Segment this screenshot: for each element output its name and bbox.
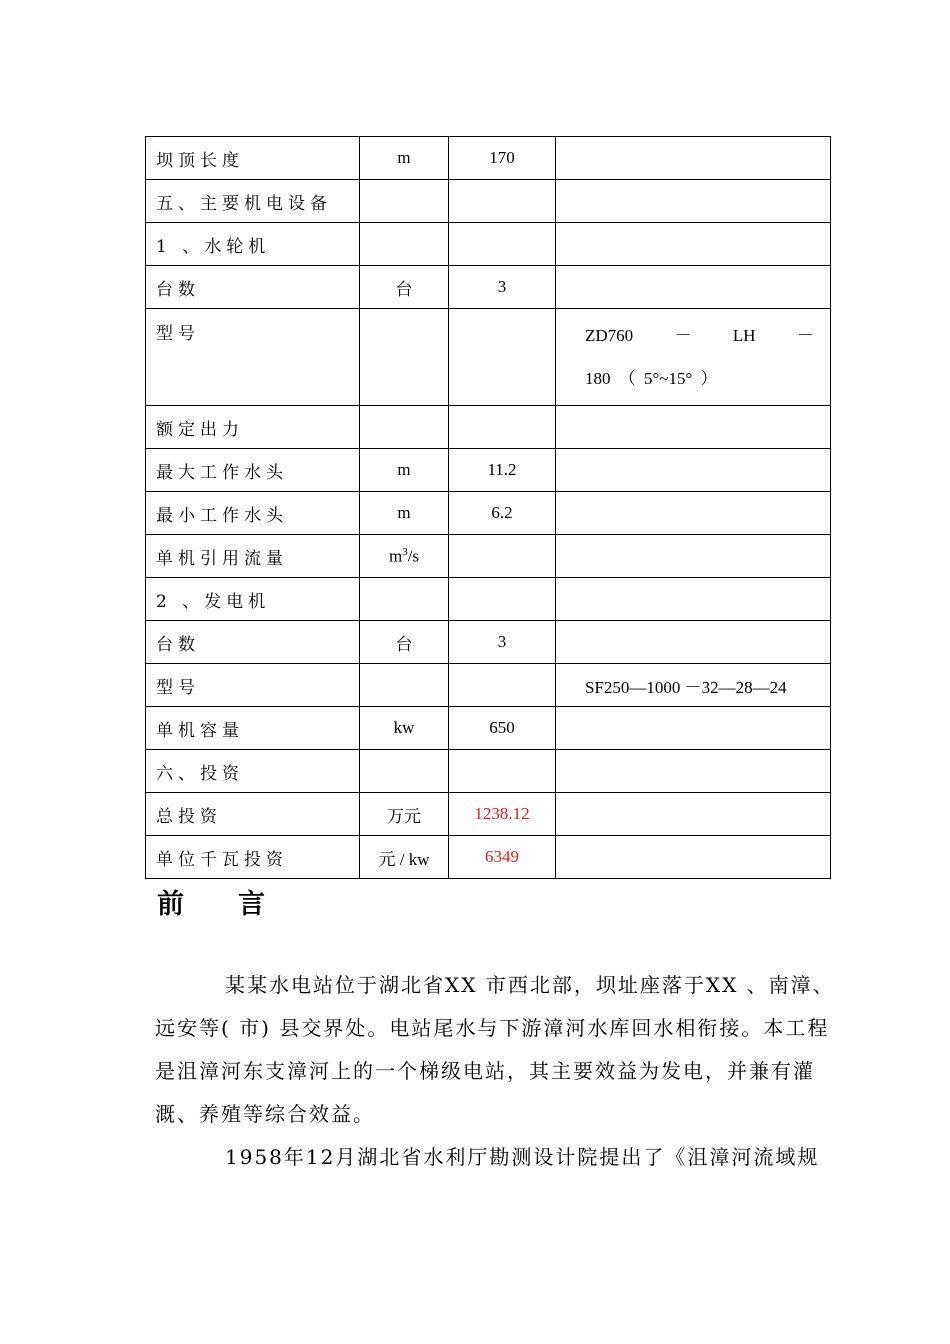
row-label: 型号	[146, 309, 360, 406]
row-unit	[360, 406, 449, 449]
row-value	[449, 180, 556, 223]
total-investment-value: 1238.12	[449, 793, 556, 836]
row-note	[556, 535, 831, 578]
table-row	[146, 535, 831, 578]
row-value: 6.2	[449, 492, 556, 535]
row-label: 六、投资	[146, 750, 360, 793]
row-value: 3	[449, 621, 556, 664]
row-value: 3	[449, 266, 556, 309]
row-unit	[360, 223, 449, 266]
row-value	[449, 750, 556, 793]
row-label: 五、主要机电设备	[146, 180, 360, 223]
table-row	[146, 750, 831, 793]
row-unit: kw	[360, 707, 449, 750]
row-unit: m	[360, 492, 449, 535]
unit-tail: /s	[407, 546, 420, 566]
row-value	[449, 664, 556, 707]
row-note	[556, 223, 831, 266]
model-part: ZD760	[585, 326, 634, 345]
turbine-model-line-1	[585, 314, 814, 357]
unit-base: m	[388, 546, 403, 566]
preface-paragraph: 1958年12月湖北省水利厅勘测设计院提出了《沮漳河流域规	[225, 1145, 820, 1169]
row-note	[556, 836, 831, 879]
row-label: 单机引用流量	[146, 535, 360, 578]
row-unit: 元 / kw	[360, 836, 449, 879]
row-value	[449, 223, 556, 266]
row-value: 170	[449, 137, 556, 180]
table-row	[146, 492, 831, 535]
row-unit: 台	[360, 621, 449, 664]
row-note	[556, 793, 831, 836]
generator-model: SF250—1000 －32—28—24	[556, 664, 831, 707]
row-label: 台数	[146, 621, 360, 664]
row-unit	[360, 309, 449, 406]
table-row	[146, 707, 831, 750]
model-part: －	[796, 326, 814, 345]
row-label: 额定出力	[146, 406, 360, 449]
row-label: 2 、发电机	[146, 578, 360, 621]
row-label: 单位千瓦投资	[146, 836, 360, 879]
row-note	[556, 180, 831, 223]
row-note	[556, 621, 831, 664]
row-note	[556, 449, 831, 492]
row-value	[449, 406, 556, 449]
row-label: 单机容量	[146, 707, 360, 750]
table-row	[146, 621, 831, 664]
table-row	[146, 309, 831, 406]
row-note	[556, 137, 831, 180]
table-row	[146, 664, 831, 707]
unit-kw-investment-value: 6349	[449, 836, 556, 879]
row-unit	[360, 750, 449, 793]
table-row	[146, 137, 831, 180]
table-row	[146, 578, 831, 621]
row-value	[449, 309, 556, 406]
row-unit	[360, 535, 449, 578]
model-part: －	[674, 326, 692, 345]
table-row	[146, 266, 831, 309]
unit-superscript: 3	[402, 545, 408, 558]
model-part: LH	[732, 326, 756, 345]
row-note	[556, 750, 831, 793]
row-label: 型号	[146, 664, 360, 707]
row-note	[556, 266, 831, 309]
table-row	[146, 836, 831, 879]
row-label: 台数	[146, 266, 360, 309]
table-row	[146, 223, 831, 266]
row-label: 1 、水轮机	[146, 223, 360, 266]
table-row	[146, 406, 831, 449]
row-value: 11.2	[449, 449, 556, 492]
table-row	[146, 793, 831, 836]
row-unit: 万元	[360, 793, 449, 836]
row-note	[556, 309, 831, 406]
row-label: 总投资	[146, 793, 360, 836]
row-note	[556, 406, 831, 449]
row-label: 坝顶长度	[146, 137, 360, 180]
equipment-spec-table	[145, 136, 831, 879]
row-value: 650	[449, 707, 556, 750]
row-label: 最大工作水头	[146, 449, 360, 492]
table-row	[146, 449, 831, 492]
row-note	[556, 707, 831, 750]
row-unit: m	[360, 137, 449, 180]
row-note	[556, 578, 831, 621]
row-value	[449, 578, 556, 621]
row-label: 最小工作水头	[146, 492, 360, 535]
turbine-model-line-2: 180 （ 5°~15° ）	[585, 369, 718, 388]
preface-paragraph: 某某水电站位于湖北省XX 市西北部，坝址座落于XX 、南漳、远安等( 市) 县交界处。电站尾水与下游漳河水库回水相衔接。本工程是沮漳河东支漳河上的一个梯级电站，其主要效益为发电，并兼有灌溉、养殖等综合效益。	[155, 973, 835, 1126]
row-note	[556, 492, 831, 535]
row-unit	[360, 664, 449, 707]
row-unit: m	[360, 449, 449, 492]
row-unit: 台	[360, 266, 449, 309]
row-unit	[360, 180, 449, 223]
row-unit	[360, 578, 449, 621]
table-row	[146, 180, 831, 223]
preface-heading: 前言	[157, 889, 319, 920]
row-value	[449, 535, 556, 578]
